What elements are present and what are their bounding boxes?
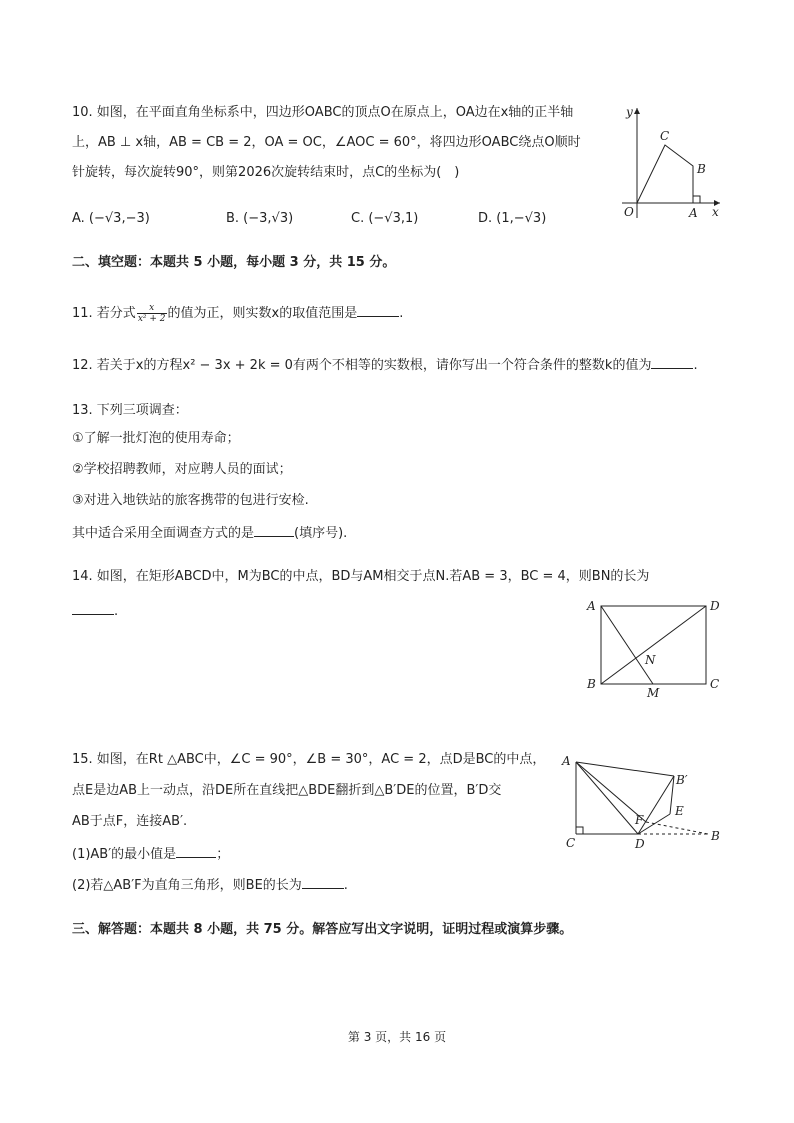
q10-label-o: O bbox=[624, 205, 634, 219]
q15-segment-db-prime bbox=[638, 776, 674, 834]
q14-segment-am bbox=[601, 606, 653, 684]
q13-item-1: ①了解一批灯泡的使用寿命； bbox=[72, 431, 240, 446]
q15-sub1-prefix: (1)AB′的最小值是 bbox=[72, 847, 177, 862]
q11-answer-blank[interactable] bbox=[357, 302, 399, 317]
q11-prefix: 11. 若分式 bbox=[72, 306, 136, 321]
q15-sub-2 bbox=[72, 874, 348, 896]
q12-end: . bbox=[693, 358, 698, 373]
q10-y-arrow bbox=[634, 108, 640, 114]
q14-rectangle-figure bbox=[580, 595, 730, 705]
q10-option-c: C. (−√3,1) bbox=[351, 211, 419, 226]
q13-answer-blank[interactable] bbox=[254, 522, 294, 537]
q10-line-3: 针旋转，每次旋转90°，则第2026次旋转结束时，点C的坐标为( ) bbox=[72, 165, 460, 180]
q14-line-1: 14. 如图，在矩形ABCD中，M为BC的中点，BD与AM相交于点N.若AB = 3，BC = 4，则BN的长为 bbox=[72, 569, 650, 584]
q13-title: 13. 下列三项调查： bbox=[72, 403, 188, 418]
q15-line-3: AB于点F，连接AB′. bbox=[72, 814, 188, 829]
q10-label-y: y bbox=[626, 105, 633, 119]
q14-segment-bd bbox=[601, 606, 706, 684]
q14-label-c: C bbox=[710, 677, 720, 691]
q10-label-x: x bbox=[712, 205, 719, 219]
q12-text: 12. 若关于x的方程x² − 3x + 2k = 0有两个不相等的实数根，请你写出一个符合条件的整数k的值为 bbox=[72, 358, 652, 373]
q14-label-a: A bbox=[587, 599, 596, 613]
q10-right-angle-mark bbox=[693, 196, 700, 203]
q15-label-b: B bbox=[711, 829, 720, 843]
q15-segment-ab-prime bbox=[576, 762, 674, 776]
q13-item-2: ②学校招聘教师，对应聘人员的面试； bbox=[72, 462, 292, 477]
q13-ask-suffix: (填序号). bbox=[294, 526, 348, 541]
q14-label-m: M bbox=[647, 686, 660, 700]
q11-fraction-denominator: x² + 2 bbox=[137, 314, 166, 324]
q10-line-2: 上，AB ⊥ x轴，AB = CB = 2，OA = OC，∠AOC = 60°，将四边形OABC绕点O顺时 bbox=[72, 135, 581, 150]
q10-coordinate-figure bbox=[612, 100, 732, 225]
q11-fraction-numerator: x bbox=[137, 303, 167, 314]
q15-label-c: C bbox=[566, 836, 576, 850]
q10-option-b: B. (−3,√3) bbox=[226, 211, 294, 226]
q14-answer-blank[interactable] bbox=[72, 600, 114, 615]
q15-sub1-answer-blank[interactable] bbox=[176, 843, 216, 858]
q10-label-b: B bbox=[697, 162, 706, 176]
q15-label-e: E bbox=[675, 804, 684, 818]
q10-label-c: C bbox=[660, 129, 670, 143]
q12-answer-blank[interactable] bbox=[651, 354, 693, 369]
q13-item-3: ③对进入地铁站的旅客携带的包进行安检. bbox=[72, 493, 309, 508]
q14-end: . bbox=[114, 604, 119, 619]
q15-sub1-end: ； bbox=[216, 847, 230, 862]
q11-end: . bbox=[399, 306, 404, 321]
q11-fraction bbox=[137, 303, 167, 324]
q10-option-a: A. (−√3,−3) bbox=[72, 211, 150, 226]
q15-right-angle-mark bbox=[576, 827, 583, 834]
q11 bbox=[72, 302, 403, 324]
q15-label-f: F bbox=[635, 813, 644, 827]
q11-suffix: 的值为正，则实数x的取值范围是 bbox=[167, 306, 358, 321]
q15-label-b-prime: B′ bbox=[676, 773, 688, 787]
q10-option-d: D. (1,−√3) bbox=[478, 211, 547, 226]
q15-sub2-answer-blank[interactable] bbox=[302, 874, 344, 889]
q15-line-1: 15. 如图，在Rt △ABC中，∠C = 90°，∠B = 30°，AC = 2，点D是BC的中点， bbox=[72, 752, 546, 767]
q13-question bbox=[72, 522, 347, 544]
q10-line-1: 10. 如图，在平面直角坐标系中，四边形OABC的顶点O在原点上，OA边在x轴的正半轴 bbox=[72, 105, 574, 120]
section-2-heading: 二、填空题：本题共 5 小题，每小题 3 分，共 15 分。 bbox=[72, 255, 396, 270]
q15-label-a: A bbox=[562, 754, 571, 768]
q14-label-n: N bbox=[645, 653, 656, 667]
q15-triangle-figure bbox=[556, 752, 726, 852]
q15-label-d: D bbox=[635, 837, 645, 851]
q14-line-2 bbox=[72, 600, 118, 622]
q13-ask-prefix: 其中适合采用全面调查方式的是 bbox=[72, 526, 255, 541]
q10-quadrilateral-oabc bbox=[637, 145, 693, 203]
q15-line-2: 点E是边AB上一动点，沿DE所在直线把△BDE翻折到△B′DE的位置，B′D交 bbox=[72, 783, 502, 798]
q12 bbox=[72, 354, 698, 376]
q15-sub-1 bbox=[72, 843, 229, 865]
q15-segment-fb-dashed bbox=[646, 822, 708, 834]
q14-label-d: D bbox=[710, 599, 720, 613]
q15-sub2-prefix: (2)若△AB′F为直角三角形，则BE的长为 bbox=[72, 878, 302, 893]
q15-segment-ad bbox=[576, 762, 638, 834]
section-3-heading: 三、解答题：本题共 8 小题，共 75 分。解答应写出文字说明，证明过程或演算步骤。 bbox=[72, 922, 573, 937]
q15-sub2-end: . bbox=[343, 878, 348, 893]
page-footer: 第 3 页，共 16 页 bbox=[347, 1030, 447, 1044]
q10-label-a: A bbox=[689, 206, 698, 220]
q14-label-b: B bbox=[587, 677, 596, 691]
